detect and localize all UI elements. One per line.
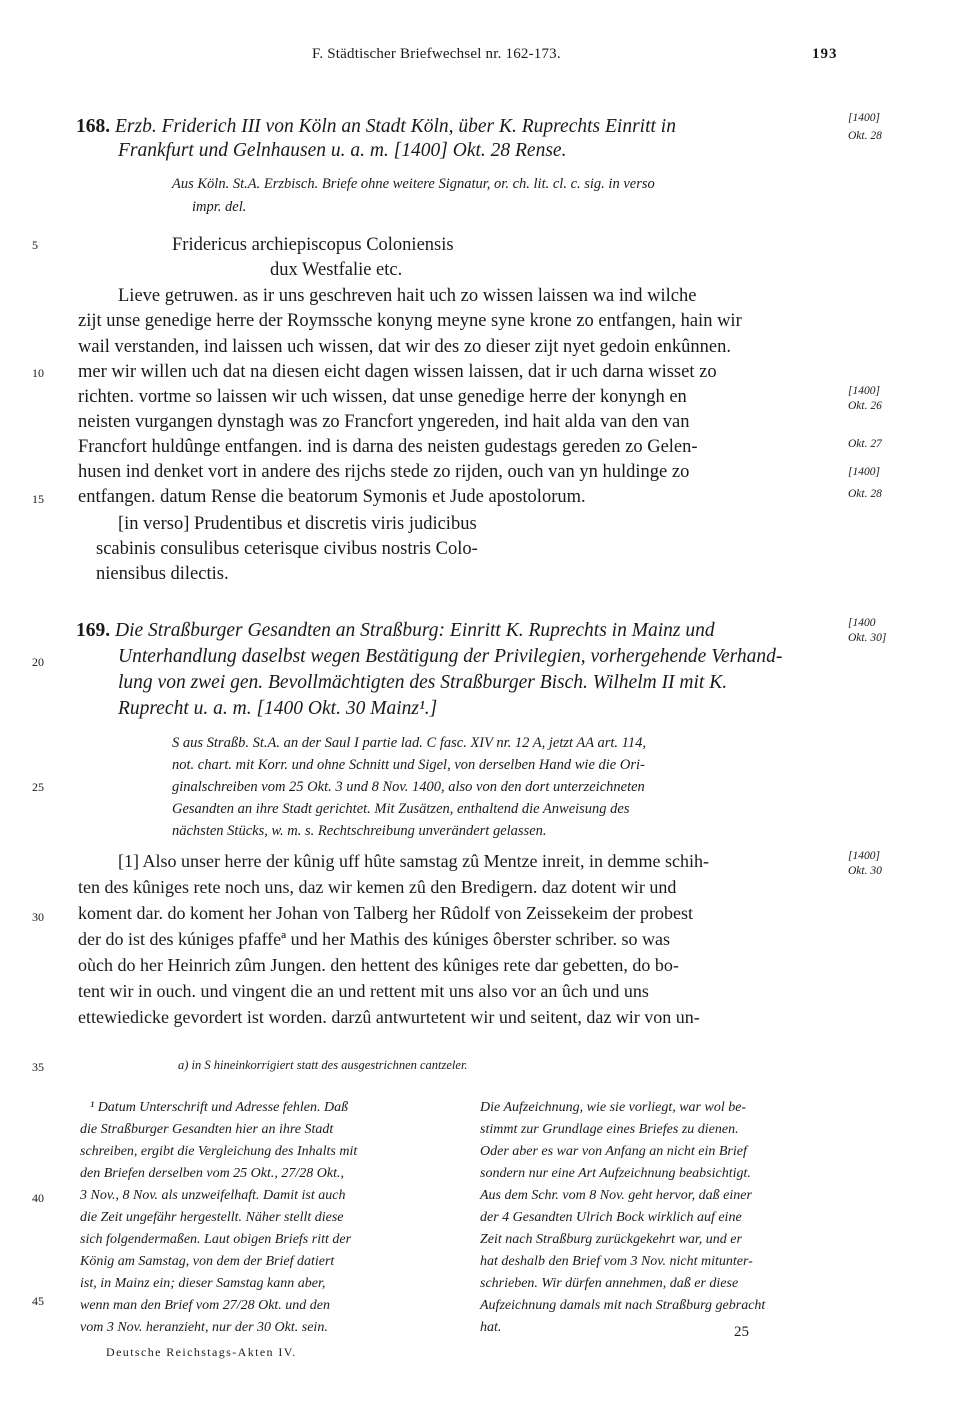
footnote-line: die Zeit ungefähr hergestellt. Näher stellt diese — [80, 1210, 344, 1225]
margin-date: Okt. 28 — [848, 488, 882, 500]
footnote-line: hat deshalb den Brief vom 3 Nov. nicht mitunter- — [480, 1254, 753, 1269]
critical-note-a: a) in S hineinkorrigiert statt des ausgestrichnen cantzeler. — [178, 1058, 468, 1072]
footnote-line: der 4 Gesandten Ulrich Bock wirklich auf eine — [480, 1210, 742, 1225]
footnote-line: stimmt zur Grundlage eines Briefes zu dienen. — [480, 1122, 739, 1137]
margin-date: [1400] — [848, 850, 880, 862]
body-line: husen ind denket vort in andere des rijchs stede zo rijden, ouch van yn huldinge zo — [78, 462, 690, 482]
footnote-line: schrieben. Wir dürfen annehmen, daß er diese — [480, 1276, 739, 1291]
salutation-line: dux Westfalie etc. — [270, 260, 403, 280]
doc-168-source: Aus Köln. St.A. Erzbisch. Briefe ohne weitere Signatur, or. ch. lit. cl. c. sig. in verso — [172, 176, 655, 192]
line-number: 30 — [32, 910, 44, 924]
body-line: zijt unse genedige herre der Roymssche konyng meyne syne krone zo entfangen, hain wir — [78, 311, 742, 331]
body-line: der do ist des kúniges pfaffeª und her Mathis des kúniges ôberster schriber. so was — [78, 929, 671, 949]
verso-line: scabinis consulibus ceterisque civibus nostris Colo- — [96, 539, 478, 559]
doc-169-source: not. chart. mit Korr. und ohne Schnitt und Sigel, von derselben Hand wie die Ori- — [172, 757, 645, 773]
footnote-line: König am Samstag, von dem der Brief datiert — [80, 1254, 335, 1269]
body-line: wail verstanden, ind laissen uch wissen, dat wir des zo dieser zijt nyet gedoin enkûnnen. — [78, 337, 731, 357]
footnote-line: hat. — [480, 1320, 502, 1335]
doc-169-title: Die Straßburger Gesandten an Straßburg: Einritt K. Ruprechts in Mainz und — [115, 620, 715, 641]
body-line: richten. vortme so laissen wir uch wissen, dat unse genedige herre der konyngh en — [78, 387, 687, 407]
footnote-line: Aus dem Schr. vom 8 Nov. geht hervor, daß einer — [480, 1188, 752, 1203]
doc-169-source: ginalschreiben vom 25 Okt. 3 und 8 Nov. 1400, also von den dort unterzeichneten — [172, 779, 645, 795]
margin-date: [1400 — [848, 617, 876, 629]
body-line: koment dar. do koment her Johan von Talberg her Rûdolf von Zeissekeim der probest — [78, 903, 693, 923]
footnote-line: wenn man den Brief vom 27/28 Okt. und den — [80, 1298, 331, 1313]
line-number: 25 — [32, 780, 44, 794]
body-line: tent wir in ouch. und vingent die an und rettent mit uns also vor an ûch und uns — [78, 981, 649, 1001]
doc-169-source: nächsten Stücks, w. m. s. Rechtschreibung unverändert gelassen. — [172, 823, 547, 839]
body-line: ten des kûniges rete noch uns, daz wir kemen zû den Bredigern. daz dotent wir und — [78, 877, 677, 897]
body-line: ettewiedicke gevordert ist worden. darzû antwurtetent wir und seitent, daz wir von un- — [78, 1007, 700, 1027]
doc-168-heading-line — [76, 116, 676, 138]
margin-date: [1400] — [848, 466, 880, 478]
doc-169-source: Gesandten an ihre Stadt gerichtet. Mit Zusätzen, enthaltend die Anweisung des — [172, 801, 630, 817]
footnote-line: schreiben, ergibt die Vergleichung des Inhalts mit — [80, 1144, 358, 1159]
margin-date: [1400] — [848, 112, 880, 124]
footnote-line: vom 3 Nov. heranzieht, nur der 30 Okt. sein. — [80, 1320, 328, 1335]
body-line: [1] Also unser herre der kûnig uff hûte samstag zû Mentze inreit, in demme schih- — [118, 851, 710, 871]
body-line: neisten vurgangen dynstagh was zo Francfort yngereden, ind hait alda van den van — [78, 412, 690, 432]
footnote-line: ¹ Datum Unterschrift und Adresse fehlen. Daß — [90, 1100, 349, 1115]
margin-date: Okt. 30 — [848, 865, 882, 877]
footnote-line: Zeit nach Straßburg zurückgekehrt war, und er — [480, 1232, 742, 1247]
footnote-line: sich folgendermaßen. Laut obigen Briefs ritt der — [80, 1232, 352, 1247]
line-number: 5 — [32, 238, 38, 252]
doc-168-source: impr. del. — [192, 199, 247, 215]
footnote-line: Die Aufzeichnung, wie sie vorliegt, war wol be- — [480, 1100, 747, 1115]
margin-date: Okt. 26 — [848, 400, 882, 412]
line-number: 45 — [32, 1294, 44, 1308]
doc-168-number: 168. — [76, 116, 111, 137]
margin-date: Okt. 30] — [848, 632, 887, 644]
body-line: entfangen. datum Rense die beatorum Symonis et Jude apostolorum. — [78, 487, 586, 507]
series-footer: Deutsche Reichstags-Akten IV. — [106, 1345, 297, 1359]
margin-date: Okt. 27 — [848, 438, 882, 450]
line-number: 20 — [32, 655, 44, 669]
footnote-line: 3 Nov., 8 Nov. als unzweifelhaft. Damit ist auch — [80, 1188, 346, 1203]
body-line: mer wir willen uch dat na diesen eicht dagen wissen laissen, dat ir uch darna wisset zo — [78, 362, 717, 382]
margin-date: Okt. 28 — [848, 130, 882, 142]
line-number: 35 — [32, 1060, 44, 1074]
salutation-line: Fridericus archiepiscopus Coloniensis — [172, 235, 454, 255]
doc-168-heading-line: Frankfurt und Gelnhausen u. a. m. [1400] Okt. 28 Rense. — [118, 140, 567, 161]
doc-169-number: 169. — [76, 620, 111, 641]
body-line: Francfort huldûnge entfangen. ind is darna des neisten gudestags gereden zo Gelen- — [78, 437, 698, 457]
footnote-line: ist, in Mainz ein; dieser Samstag kann aber, — [80, 1276, 326, 1291]
footnote-line: den Briefen derselben vom 25 Okt., 27/28 Okt., — [80, 1166, 344, 1181]
doc-169-heading-line: Unterhandlung daselbst wegen Bestätigung der Privilegien, vorhergehende Verhand- — [118, 646, 783, 667]
footnote-line: sondern nur eine Art Aufzeichnung beabsichtigt. — [480, 1166, 751, 1181]
line-number: 40 — [32, 1191, 44, 1205]
footnote-line: Aufzeichnung damals mit nach Straßburg gebracht — [480, 1298, 766, 1313]
sheet-signature: 25 — [734, 1324, 749, 1340]
running-title: F. Städtischer Briefwechsel nr. 162-173. — [312, 46, 561, 62]
page-number: 193 — [812, 46, 838, 62]
verso-line: [in verso] Prudentibus et discretis viris judicibus — [118, 514, 477, 534]
footnote-line: Oder aber es war von Anfang an nicht ein Brief — [480, 1144, 747, 1159]
line-number: 10 — [32, 366, 44, 380]
body-line: oùch do her Heinrich zûm Jungen. den hettent des kûniges rete dar gebetten, do bo- — [78, 955, 679, 975]
doc-169-heading-line: Ruprecht u. a. m. [1400 Okt. 30 Mainz¹.] — [118, 698, 438, 719]
margin-date: [1400] — [848, 385, 880, 397]
doc-169-source: S aus Straßb. St.A. an der Saul I partie lad. C fasc. XIV nr. 12 A, jetzt AA art. 114, — [172, 735, 646, 751]
doc-169-heading-line: lung von zwei gen. Bevollmächtigten des Straßburger Bisch. Wilhelm II mit K. — [118, 672, 728, 693]
footnote-line: die Straßburger Gesandten hier an ihre Stadt — [80, 1122, 334, 1137]
verso-line: niensibus dilectis. — [96, 564, 229, 584]
doc-169-heading-line — [76, 620, 715, 642]
line-number: 15 — [32, 492, 44, 506]
doc-168-title: Erzb. Friderich III von Köln an Stadt Köln, über K. Ruprechts Einritt in — [115, 116, 676, 137]
body-line: Lieve getruwen. as ir uns geschreven hait uch zo wissen laissen wa ind wilche — [118, 286, 697, 306]
